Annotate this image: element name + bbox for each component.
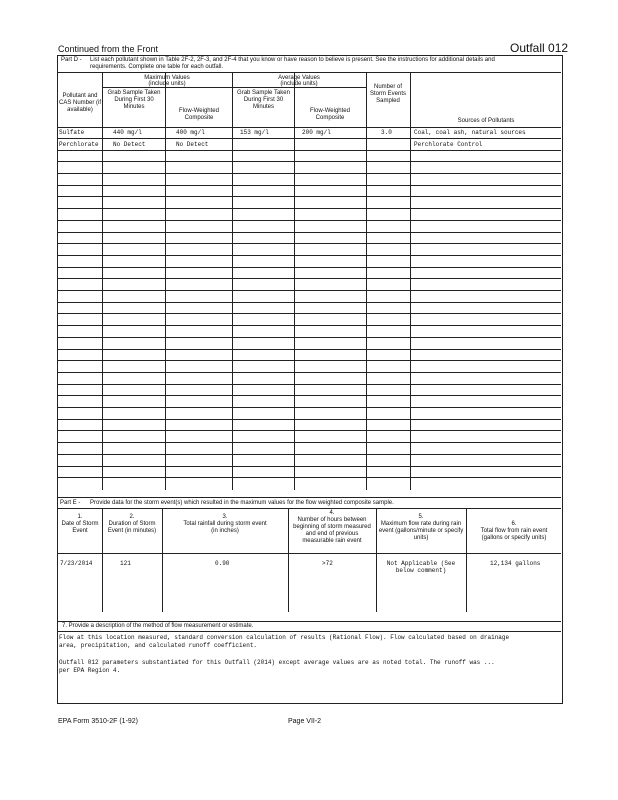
part-e-date: 7/23/2014 [60, 560, 93, 567]
part-d-label: Part D - [61, 57, 82, 63]
part-e-col-divider [102, 508, 103, 612]
group-avg-sub: (include units) [280, 81, 318, 87]
form-frame [57, 55, 563, 704]
col-header-sources: Sources of Pollutants [457, 118, 515, 124]
part-e-row-rule [57, 553, 561, 554]
group-max-header: Maximum Values [144, 75, 190, 81]
header-outfall-title: Outfall 012 [510, 41, 569, 55]
table-row-rule [57, 442, 561, 443]
col-header-flow-avg: Flow-Weighted Composite [310, 108, 350, 121]
table-row-rule [57, 208, 561, 209]
table-row-rule [57, 290, 561, 291]
part-e-c2-num: 2. [129, 514, 135, 520]
part-d-instruction: List each pollutant shown in Table 2F-2, 2F-3, and 2F-4 that you know or have reason to believe is present. See the instructions for additional details and [90, 57, 495, 63]
part-e-c4: Number of hours between beginning of storm measured and end of previous measurable rain event [293, 517, 371, 544]
table-top-rule [57, 72, 561, 73]
header-left-title: Continued from the Front [58, 44, 159, 54]
table-row-rule [57, 454, 561, 455]
part-e-total-flow: 12,134 gallons [490, 560, 541, 567]
part-f-text-2: area, precipitation, and calculated runoff coefficient. [59, 642, 258, 649]
table-row-rule [57, 384, 561, 385]
col-header-pollutant: Pollutant and CAS Number (if available) [58, 93, 101, 113]
table-row-rule [57, 430, 561, 431]
col-header-grab-avg: Grab Sample Taken During First 30 Minutes [237, 90, 290, 110]
table-row-rule [57, 185, 561, 186]
part-e-c5: Maximum flow rate during rain event (gallons/minute or specify units) [378, 521, 464, 541]
part-e-col-divider [162, 508, 163, 612]
part-e-instruction: Provide data for the storm event(s) which resulted in the maximum values for the flow weighted composite sample. [90, 500, 394, 506]
part-e-top-rule [57, 497, 561, 498]
footer-page-number: Page VII-2 [288, 718, 322, 725]
table-row-rule [57, 477, 561, 478]
table-row-rule [57, 220, 561, 221]
row-1-events: 3.0 [381, 129, 392, 136]
row-1-grab-max: 440 mg/l [113, 129, 142, 136]
col-divider [410, 72, 411, 490]
row-1-sources: Coal, coal ash, natural sources [414, 129, 526, 136]
part-e-c3-num: 3. [222, 514, 228, 520]
table-row-rule [57, 372, 561, 373]
part-e-hours: >72 [322, 560, 333, 567]
table-row-rule [57, 360, 561, 361]
part-e-header-rule [57, 508, 561, 509]
group-max-sub: (include units) [148, 81, 186, 87]
table-row-rule [57, 395, 561, 396]
part-e-c2: Duration of Storm Event (in minutes) [107, 521, 157, 534]
col-divider [102, 72, 103, 490]
footer-form-number: EPA Form 3510-2F (1-92) [58, 718, 139, 725]
part-e-rainfall: 0.90 [215, 560, 230, 567]
part-e-col-divider [376, 508, 377, 612]
table-row-rule [57, 313, 561, 314]
table-row-rule [57, 466, 561, 467]
part-e-c4-num: 4. [329, 510, 335, 516]
part-f-text-4: per EPA Region 4. [59, 667, 121, 674]
part-e-col-divider [288, 508, 289, 612]
table-row-rule [57, 243, 561, 244]
table-row-rule [57, 161, 561, 162]
table-row-rule [57, 150, 561, 151]
group-avg-header: Average Values [278, 75, 320, 81]
row-2-pollutant: Perchlorate [59, 141, 99, 148]
part-e-c6-num: 6. [511, 521, 517, 527]
table-row-rule [57, 337, 561, 338]
table-row-rule [57, 173, 561, 174]
col-divider [232, 72, 233, 490]
part-e-c6: Total flow from rain event (gallons or specify units) [480, 528, 548, 541]
table-row-rule [57, 267, 561, 268]
row-1-grab-avg: 153 mg/l [240, 129, 269, 136]
part-e-c1: Date of Storm Event [61, 521, 99, 534]
part-e-c1-num: 1. [77, 514, 83, 520]
col-divider [366, 72, 367, 490]
part-f-header-rule [57, 631, 561, 632]
table-row-rule [57, 278, 561, 279]
row-1-flow-max: 400 mg/l [176, 129, 205, 136]
table-row-rule [57, 138, 561, 139]
col-divider [165, 72, 166, 490]
row-1-pollutant: Sulfate [59, 129, 85, 136]
part-f-text-1: Flow at this location measured, standard conversion calculation of results (Rational Flow). Flow calculated based on drainage [59, 634, 510, 641]
col-header-flow-max: Flow-Weighted Composite [179, 108, 219, 121]
part-f-text-3: Outfall 012 parameters substantiated for this Outfall (2014) except average values are as noted total. The runoff was ... [59, 659, 495, 666]
part-f-top-rule [57, 621, 561, 622]
table-row-rule [57, 196, 561, 197]
table-row-rule [57, 419, 561, 420]
part-e-c5-num: 5. [418, 514, 424, 520]
col-divider [294, 72, 295, 490]
table-row-rule [57, 232, 561, 233]
table-row-rule [57, 325, 561, 326]
row-1-flow-avg: 200 mg/l [302, 129, 331, 136]
col-header-grab-max: Grab Sample Taken During First 30 Minutes [107, 90, 161, 110]
row-2-grab-max: No Detect [113, 141, 146, 148]
part-e-duration: 121 [120, 560, 131, 567]
table-row-rule [57, 407, 561, 408]
table-row-rule [57, 349, 561, 350]
table-row-rule [57, 302, 561, 303]
table-row-rule [57, 255, 561, 256]
header-bottom-rule [57, 127, 561, 128]
col-header-events: Number of Storm Events Sampled [369, 84, 406, 104]
part-e-col-divider [466, 508, 467, 612]
part-f-label: 7. Provide a description of the method of flow measurement or estimate. [62, 623, 254, 629]
part-e-c3: Total rainfall during storm event (in inches) [183, 521, 267, 534]
part-d-instruction-2: requirements. Complete one table for each outfall. [90, 64, 224, 70]
row-2-sources: Perchlorate Control [414, 141, 483, 148]
part-e-max-flow: Not Applicable (See below comment) [386, 560, 456, 574]
row-2-flow-max: No Detect [176, 141, 209, 148]
part-e-label: Part E - [60, 500, 81, 506]
